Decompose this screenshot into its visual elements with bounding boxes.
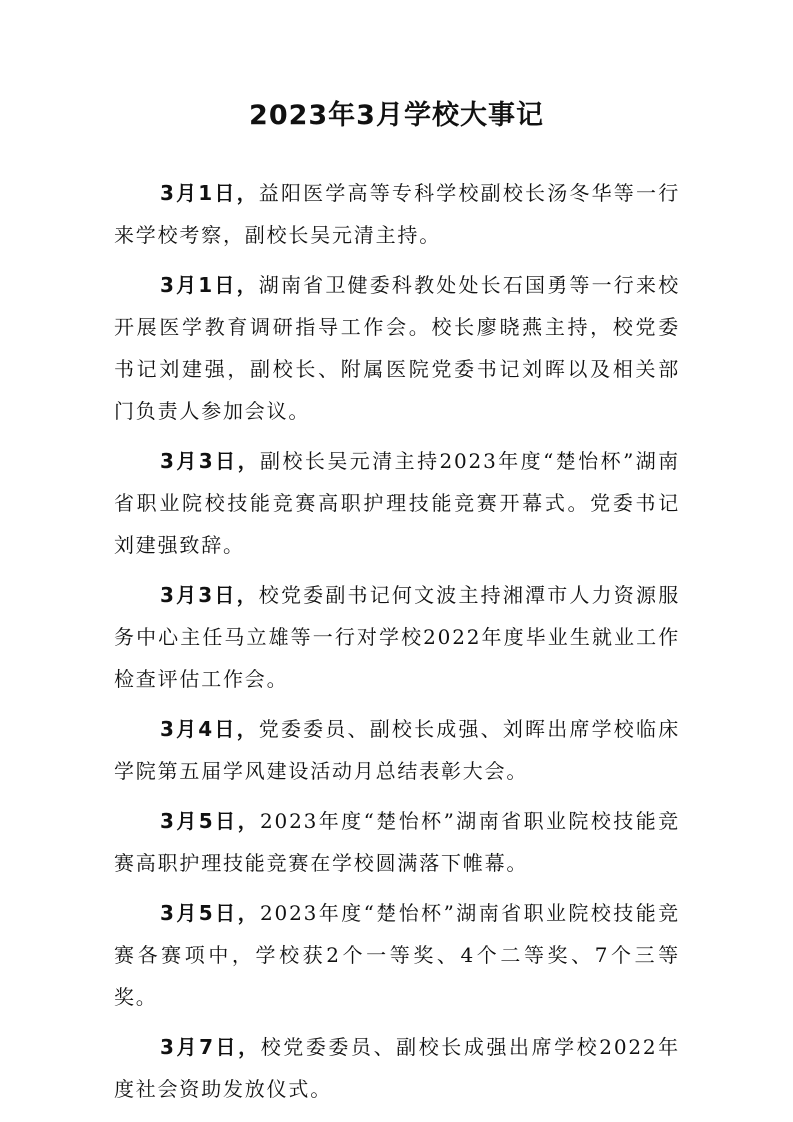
entry-date: 3月1日， [160,273,259,297]
entry-date: 3月3日， [160,449,261,473]
entry-date: 3月7日， [160,1035,261,1059]
entry-paragraph [114,440,680,566]
entry-text: 湖南省卫健委科教处处长石国勇等一行来校开展医学教育调研指导工作会。校长廖晓燕主持，校党委书记刘建强，副校长、附属医院党委书记刘晖以及相关部门负责人参加会议。 [114,273,680,423]
entry-paragraph [114,264,680,432]
entry-paragraph [114,892,680,1018]
page-title: 2023年3月学校大事记 [249,100,544,131]
entry-paragraph [114,574,680,700]
entry-paragraph [114,1026,680,1110]
entry-text: 校党委副书记何文波主持湘潭市人力资源服务中心主任马立雄等一行对学校2022年度毕业生就业工作检查评估工作会。 [114,583,680,691]
entry-text: 副校长吴元清主持2023年度“楚怡杯”湖南省职业院校技能竞赛高职护理技能竞赛开幕式。党委书记刘建强致辞。 [114,449,680,557]
entry-date: 3月3日， [160,583,259,607]
entry-date: 3月1日， [160,181,259,205]
entry-date: 3月5日， [160,809,261,833]
entry-date: 3月5日， [160,901,261,925]
entry-text: 校党委委员、副校长成强出席学校2022年度社会资助发放仪式。 [114,1035,680,1101]
entry-date: 3月4日， [160,717,259,741]
entry-text: 2023年度“楚怡杯”湖南省职业院校技能竞赛各赛项中，学校获2个一等奖、4个二等奖、7个三等奖。 [114,901,680,1009]
entry-paragraph [114,172,680,256]
entry-list [114,172,680,1118]
entry-text: 党委委员、副校长成强、刘晖出席学校临床学院第五届学风建设活动月总结表彰大会。 [114,717,680,783]
entry-text: 2023年度“楚怡杯”湖南省职业院校技能竞赛高职护理技能竞赛在学校圆满落下帷幕。 [114,809,680,875]
entry-paragraph [114,708,680,792]
entry-paragraph [114,800,680,884]
entry-text: 益阳医学高等专科学校副校长汤冬华等一行来学校考察，副校长吴元清主持。 [114,181,680,247]
